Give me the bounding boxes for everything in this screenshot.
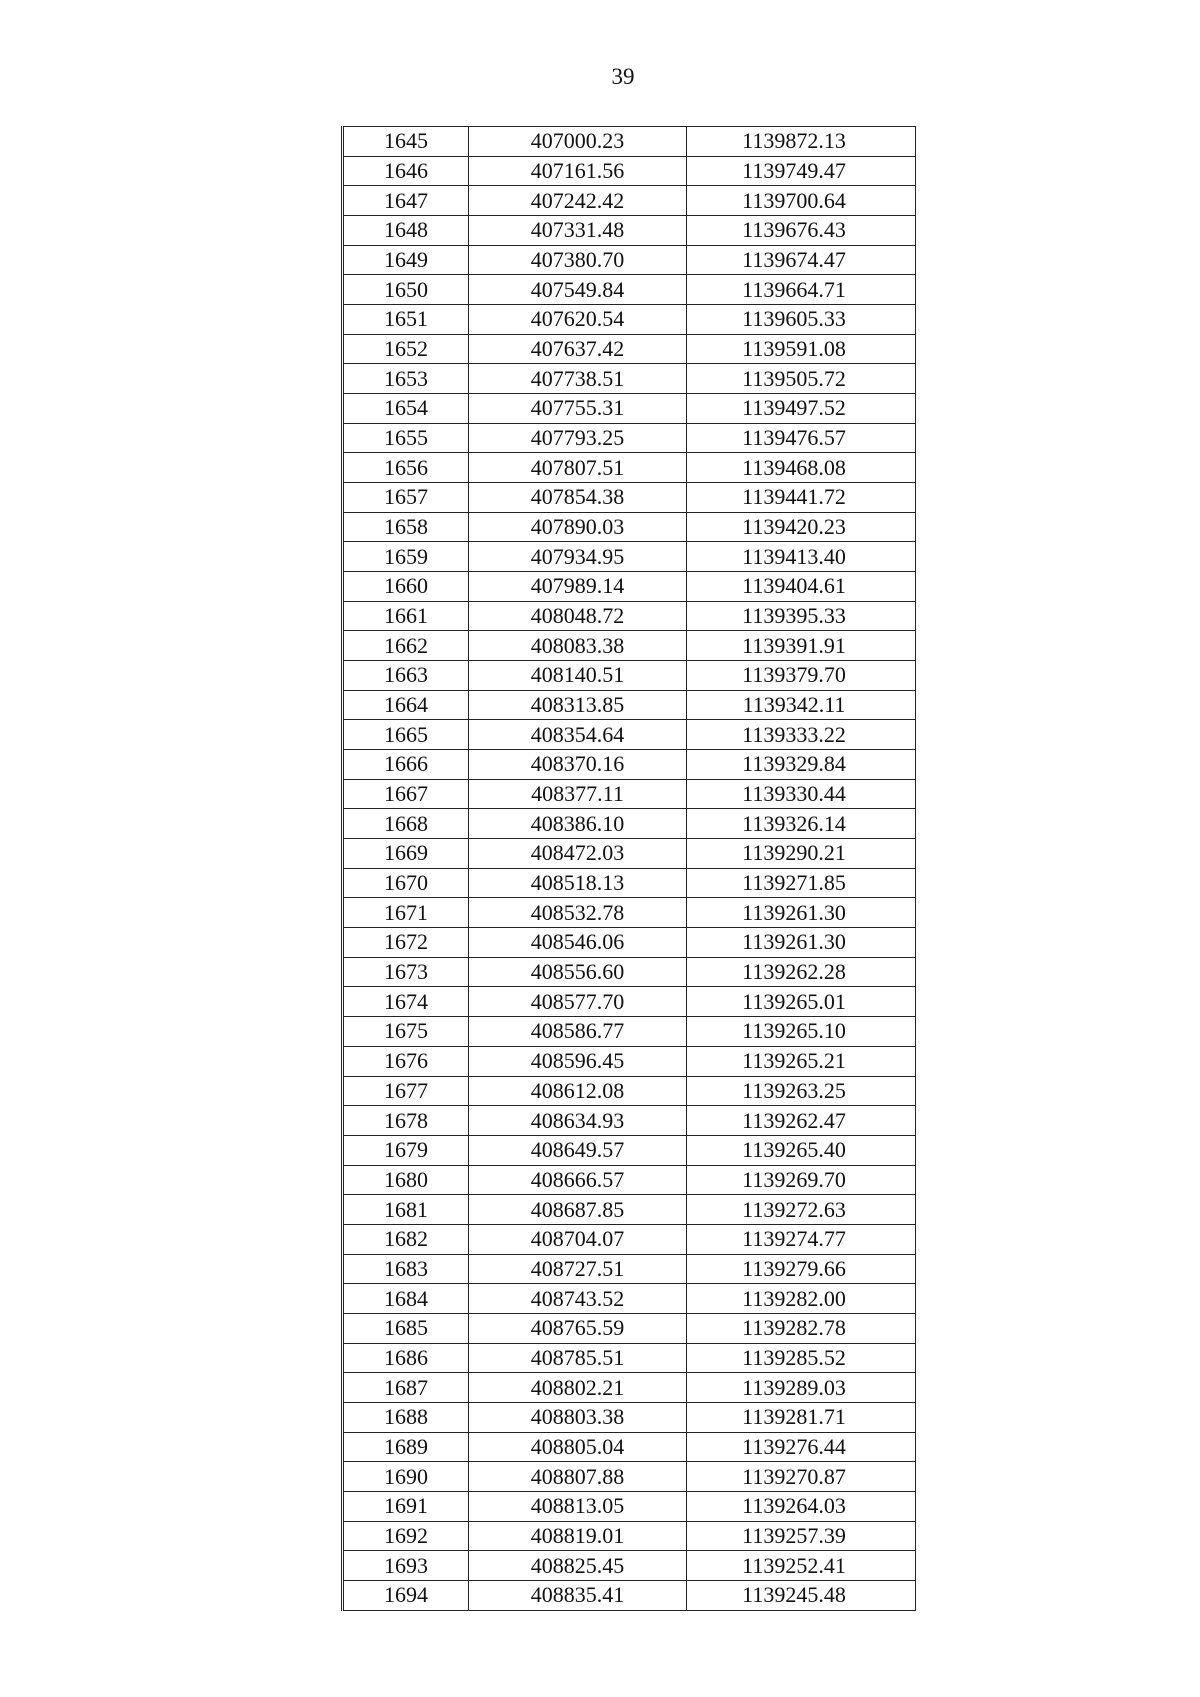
- point-number-cell: 1686: [343, 1343, 469, 1373]
- y-coordinate-cell: 1139263.25: [687, 1076, 916, 1106]
- point-number-cell: 1664: [343, 690, 469, 720]
- y-coordinate-cell: 1139282.00: [687, 1284, 916, 1314]
- x-coordinate-cell: 407549.84: [469, 275, 687, 305]
- point-number-cell: 1690: [343, 1462, 469, 1492]
- x-coordinate-cell: 407000.23: [469, 127, 687, 157]
- x-coordinate-cell: 408556.60: [469, 957, 687, 987]
- x-coordinate-cell: 407854.38: [469, 483, 687, 513]
- x-coordinate-cell: 408518.13: [469, 868, 687, 898]
- table-row: [343, 928, 916, 958]
- y-coordinate-cell: 1139605.33: [687, 305, 916, 335]
- table-row: [343, 957, 916, 987]
- table-row: [343, 186, 916, 216]
- point-number-cell: 1662: [343, 631, 469, 661]
- y-coordinate-cell: 1139476.57: [687, 423, 916, 453]
- y-coordinate-cell: 1139271.85: [687, 868, 916, 898]
- table-row: [343, 809, 916, 839]
- table-row: [343, 1254, 916, 1284]
- point-number-cell: 1672: [343, 928, 469, 958]
- table-row: [343, 542, 916, 572]
- point-number-cell: 1668: [343, 809, 469, 839]
- table-row: [343, 1017, 916, 1047]
- table-row: [343, 483, 916, 513]
- point-number-cell: 1683: [343, 1254, 469, 1284]
- point-number-cell: 1645: [343, 127, 469, 157]
- x-coordinate-cell: 408743.52: [469, 1284, 687, 1314]
- x-coordinate-cell: 408596.45: [469, 1046, 687, 1076]
- point-number-cell: 1652: [343, 334, 469, 364]
- table-row: [343, 839, 916, 869]
- x-coordinate-cell: 408612.08: [469, 1076, 687, 1106]
- y-coordinate-cell: 1139664.71: [687, 275, 916, 305]
- y-coordinate-cell: 1139264.03: [687, 1491, 916, 1521]
- table-row: [343, 987, 916, 1017]
- y-coordinate-cell: 1139413.40: [687, 542, 916, 572]
- y-coordinate-cell: 1139289.03: [687, 1373, 916, 1403]
- table-row: [343, 1106, 916, 1136]
- table-row: [343, 1462, 916, 1492]
- y-coordinate-cell: 1139505.72: [687, 364, 916, 394]
- point-number-cell: 1657: [343, 483, 469, 513]
- page-number: 39: [611, 64, 635, 89]
- table-row: [343, 156, 916, 186]
- table-row: [343, 1402, 916, 1432]
- point-number-cell: 1674: [343, 987, 469, 1017]
- table-row: [343, 720, 916, 750]
- point-number-cell: 1665: [343, 720, 469, 750]
- x-coordinate-cell: 408803.38: [469, 1402, 687, 1432]
- table-row: [343, 572, 916, 602]
- y-coordinate-cell: 1139252.41: [687, 1551, 916, 1581]
- y-coordinate-cell: 1139272.63: [687, 1195, 916, 1225]
- x-coordinate-cell: 408819.01: [469, 1521, 687, 1551]
- table-row: [343, 1284, 916, 1314]
- point-number-cell: 1694: [343, 1580, 469, 1610]
- point-number-cell: 1650: [343, 275, 469, 305]
- y-coordinate-cell: 1139395.33: [687, 601, 916, 631]
- y-coordinate-cell: 1139468.08: [687, 453, 916, 483]
- table-row: [343, 423, 916, 453]
- x-coordinate-cell: 408807.88: [469, 1462, 687, 1492]
- table-row: [343, 750, 916, 780]
- point-number-cell: 1688: [343, 1402, 469, 1432]
- table-row: [343, 690, 916, 720]
- table-row: [343, 1432, 916, 1462]
- x-coordinate-cell: 408313.85: [469, 690, 687, 720]
- point-number-cell: 1649: [343, 245, 469, 275]
- x-coordinate-cell: 407989.14: [469, 572, 687, 602]
- table-row: [343, 1165, 916, 1195]
- y-coordinate-cell: 1139261.30: [687, 898, 916, 928]
- x-coordinate-cell: 407331.48: [469, 216, 687, 246]
- point-number-cell: 1678: [343, 1106, 469, 1136]
- x-coordinate-cell: 408649.57: [469, 1135, 687, 1165]
- y-coordinate-cell: 1139329.84: [687, 750, 916, 780]
- table-row: [343, 364, 916, 394]
- y-coordinate-cell: 1139281.71: [687, 1402, 916, 1432]
- table-row: [343, 868, 916, 898]
- y-coordinate-cell: 1139872.13: [687, 127, 916, 157]
- x-coordinate-cell: 408370.16: [469, 750, 687, 780]
- x-coordinate-cell: 408835.41: [469, 1580, 687, 1610]
- y-coordinate-cell: 1139391.91: [687, 631, 916, 661]
- x-coordinate-cell: 407807.51: [469, 453, 687, 483]
- table-row: [343, 305, 916, 335]
- y-coordinate-cell: 1139265.21: [687, 1046, 916, 1076]
- x-coordinate-cell: 408805.04: [469, 1432, 687, 1462]
- y-coordinate-cell: 1139262.47: [687, 1106, 916, 1136]
- table-row: [343, 216, 916, 246]
- y-coordinate-cell: 1139285.52: [687, 1343, 916, 1373]
- y-coordinate-cell: 1139330.44: [687, 779, 916, 809]
- point-number-cell: 1677: [343, 1076, 469, 1106]
- x-coordinate-cell: 407793.25: [469, 423, 687, 453]
- point-number-cell: 1682: [343, 1224, 469, 1254]
- y-coordinate-cell: 1139379.70: [687, 661, 916, 691]
- table-row: [343, 1195, 916, 1225]
- point-number-cell: 1669: [343, 839, 469, 869]
- y-coordinate-cell: 1139676.43: [687, 216, 916, 246]
- x-coordinate-cell: 407637.42: [469, 334, 687, 364]
- x-coordinate-cell: 407380.70: [469, 245, 687, 275]
- y-coordinate-cell: 1139261.30: [687, 928, 916, 958]
- point-number-cell: 1663: [343, 661, 469, 691]
- x-coordinate-cell: 408586.77: [469, 1017, 687, 1047]
- table-row: [343, 1373, 916, 1403]
- y-coordinate-cell: 1139333.22: [687, 720, 916, 750]
- x-coordinate-cell: 407934.95: [469, 542, 687, 572]
- x-coordinate-cell: 408048.72: [469, 601, 687, 631]
- point-number-cell: 1661: [343, 601, 469, 631]
- y-coordinate-cell: 1139265.40: [687, 1135, 916, 1165]
- y-coordinate-cell: 1139749.47: [687, 156, 916, 186]
- table-row: [343, 275, 916, 305]
- point-number-cell: 1676: [343, 1046, 469, 1076]
- table-row: [343, 1343, 916, 1373]
- point-number-cell: 1673: [343, 957, 469, 987]
- point-number-cell: 1689: [343, 1432, 469, 1462]
- point-number-cell: 1679: [343, 1135, 469, 1165]
- y-coordinate-cell: 1139326.14: [687, 809, 916, 839]
- y-coordinate-cell: 1139674.47: [687, 245, 916, 275]
- coordinates-table-body: [343, 127, 916, 1611]
- table-row: [343, 1491, 916, 1521]
- x-coordinate-cell: 408802.21: [469, 1373, 687, 1403]
- point-number-cell: 1675: [343, 1017, 469, 1047]
- x-coordinate-cell: 408765.59: [469, 1313, 687, 1343]
- point-number-cell: 1692: [343, 1521, 469, 1551]
- point-number-cell: 1667: [343, 779, 469, 809]
- table-row: [343, 1135, 916, 1165]
- table-row: [343, 779, 916, 809]
- point-number-cell: 1684: [343, 1284, 469, 1314]
- table-row: [343, 661, 916, 691]
- table-row: [343, 245, 916, 275]
- y-coordinate-cell: 1139441.72: [687, 483, 916, 513]
- x-coordinate-cell: 408704.07: [469, 1224, 687, 1254]
- table-row: [343, 512, 916, 542]
- y-coordinate-cell: 1139269.70: [687, 1165, 916, 1195]
- table-row: [343, 1046, 916, 1076]
- x-coordinate-cell: 408354.64: [469, 720, 687, 750]
- x-coordinate-cell: 407755.31: [469, 394, 687, 424]
- x-coordinate-cell: 408546.06: [469, 928, 687, 958]
- y-coordinate-cell: 1139257.39: [687, 1521, 916, 1551]
- y-coordinate-cell: 1139497.52: [687, 394, 916, 424]
- x-coordinate-cell: 407620.54: [469, 305, 687, 335]
- y-coordinate-cell: 1139262.28: [687, 957, 916, 987]
- table-row: [343, 898, 916, 928]
- x-coordinate-cell: 408634.93: [469, 1106, 687, 1136]
- y-coordinate-cell: 1139290.21: [687, 839, 916, 869]
- y-coordinate-cell: 1139591.08: [687, 334, 916, 364]
- x-coordinate-cell: 408687.85: [469, 1195, 687, 1225]
- y-coordinate-cell: 1139245.48: [687, 1580, 916, 1610]
- x-coordinate-cell: 408666.57: [469, 1165, 687, 1195]
- point-number-cell: 1670: [343, 868, 469, 898]
- point-number-cell: 1658: [343, 512, 469, 542]
- x-coordinate-cell: 408472.03: [469, 839, 687, 869]
- table-row: [343, 334, 916, 364]
- x-coordinate-cell: 408532.78: [469, 898, 687, 928]
- table-row: [343, 1580, 916, 1610]
- x-coordinate-cell: 408377.11: [469, 779, 687, 809]
- x-coordinate-cell: 407161.56: [469, 156, 687, 186]
- x-coordinate-cell: 408825.45: [469, 1551, 687, 1581]
- table-row: [343, 1521, 916, 1551]
- point-number-cell: 1653: [343, 364, 469, 394]
- point-number-cell: 1680: [343, 1165, 469, 1195]
- y-coordinate-cell: 1139265.10: [687, 1017, 916, 1047]
- table-row: [343, 1076, 916, 1106]
- x-coordinate-cell: 408785.51: [469, 1343, 687, 1373]
- y-coordinate-cell: 1139279.66: [687, 1254, 916, 1284]
- table-row: [343, 127, 916, 157]
- point-number-cell: 1681: [343, 1195, 469, 1225]
- point-number-cell: 1693: [343, 1551, 469, 1581]
- y-coordinate-cell: 1139700.64: [687, 186, 916, 216]
- y-coordinate-cell: 1139420.23: [687, 512, 916, 542]
- x-coordinate-cell: 408083.38: [469, 631, 687, 661]
- y-coordinate-cell: 1139282.78: [687, 1313, 916, 1343]
- table-row: [343, 1551, 916, 1581]
- point-number-cell: 1691: [343, 1491, 469, 1521]
- table-row: [343, 631, 916, 661]
- point-number-cell: 1659: [343, 542, 469, 572]
- y-coordinate-cell: 1139265.01: [687, 987, 916, 1017]
- y-coordinate-cell: 1139276.44: [687, 1432, 916, 1462]
- point-number-cell: 1656: [343, 453, 469, 483]
- point-number-cell: 1647: [343, 186, 469, 216]
- x-coordinate-cell: 408140.51: [469, 661, 687, 691]
- table-row: [343, 601, 916, 631]
- x-coordinate-cell: 408813.05: [469, 1491, 687, 1521]
- point-number-cell: 1666: [343, 750, 469, 780]
- point-number-cell: 1660: [343, 572, 469, 602]
- point-number-cell: 1685: [343, 1313, 469, 1343]
- x-coordinate-cell: 407738.51: [469, 364, 687, 394]
- point-number-cell: 1651: [343, 305, 469, 335]
- point-number-cell: 1687: [343, 1373, 469, 1403]
- point-number-cell: 1648: [343, 216, 469, 246]
- table-row: [343, 394, 916, 424]
- coordinates-table: [341, 126, 916, 1611]
- x-coordinate-cell: 408577.70: [469, 987, 687, 1017]
- y-coordinate-cell: 1139342.11: [687, 690, 916, 720]
- x-coordinate-cell: 408727.51: [469, 1254, 687, 1284]
- x-coordinate-cell: 407242.42: [469, 186, 687, 216]
- point-number-cell: 1654: [343, 394, 469, 424]
- y-coordinate-cell: 1139404.61: [687, 572, 916, 602]
- table-row: [343, 1224, 916, 1254]
- point-number-cell: 1655: [343, 423, 469, 453]
- point-number-cell: 1671: [343, 898, 469, 928]
- x-coordinate-cell: 408386.10: [469, 809, 687, 839]
- y-coordinate-cell: 1139270.87: [687, 1462, 916, 1492]
- x-coordinate-cell: 407890.03: [469, 512, 687, 542]
- y-coordinate-cell: 1139274.77: [687, 1224, 916, 1254]
- table-row: [343, 1313, 916, 1343]
- table-row: [343, 453, 916, 483]
- point-number-cell: 1646: [343, 156, 469, 186]
